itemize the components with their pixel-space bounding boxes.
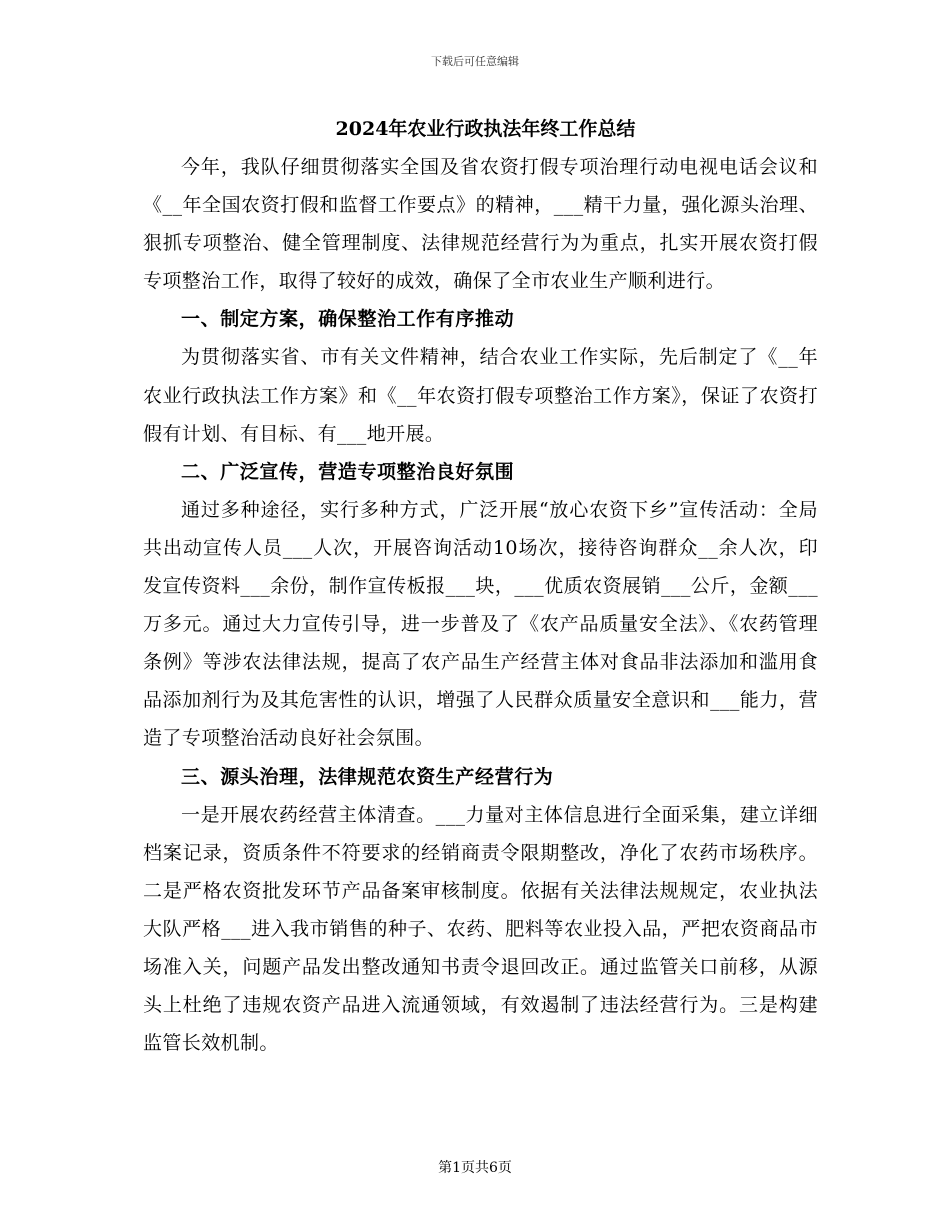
page-number-footer: 第1页共6页	[438, 1160, 512, 1176]
section-2-heading: 二、广泛宣传，营造专项整治良好氛围	[181, 460, 515, 483]
document-body	[143, 110, 818, 1062]
document-title: 2024年农业行政执法年终工作总结	[335, 118, 636, 140]
intro-paragraph: 今年，我队仔细贯彻落实全国及省农资打假专项治理行动电视电话会议和《__年全国农资打假和监督工作要点》的精神，___精干力量，强化源头治理、狠抓专项整治、健全管理制度、法律规范经营行为为重点，扎实开展农资打假专项整治工作，取得了较好的成效，确保了全市农业生产顺利进行。	[143, 156, 818, 293]
header-note: 下载后可任意编辑	[431, 55, 519, 68]
section-1-body: 为贯彻落实省、市有关文件精神，结合农业工作实际，先后制定了《__年农业行政执法工作方案》和《__年农资打假专项整治工作方案》，保证了农资打假有计划、有目标、有___地开展。	[143, 346, 818, 445]
section-3-body: 一是开展农药经营主体清查。___力量对主体信息进行全面采集，建立详细档案记录，资质条件不符要求的经销商责令限期整改，净化了农药市场秩序。二是严格农资批发环节产品备案审核制度。依据有关法律法规规定，农业执法大队严格___进入我市销售的种子、农药、肥料等农业投入品，严把农资商品市场准入关，问题产品发出整改通知书责令退回改正。通过监管关口前移，从源头上杜绝了违规农资产品进入流通领域，有效遏制了违法经营行为。三是构建监管长效机制。	[143, 803, 818, 1055]
section-1-heading: 一、制定方案，确保整治工作有序推动	[181, 308, 515, 331]
section-3-heading: 三、源头治理，法律规范农资生产经营行为	[181, 765, 554, 788]
section-2-body: 通过多种途径，实行多种方式，广泛开展“放心农资下乡”宣传活动：全局共出动宣传人员___人次，开展咨询活动10场次，接待咨询群众__余人次，印发宣传资料___余份，制作宣传板报___块，___优质农资展销___公斤，金额___万多元。通过大力宣传引导，进一步普及了《农产品质量安全法》、《农药管理条例》等涉农法律法规，提高了农产品生产经营主体对食品非法添加和滥用食品添加剂行为及其危害性的认识，增强了人民群众质量安全意识和___能力，营造了专项整治活动良好社会氛围。	[143, 498, 818, 750]
